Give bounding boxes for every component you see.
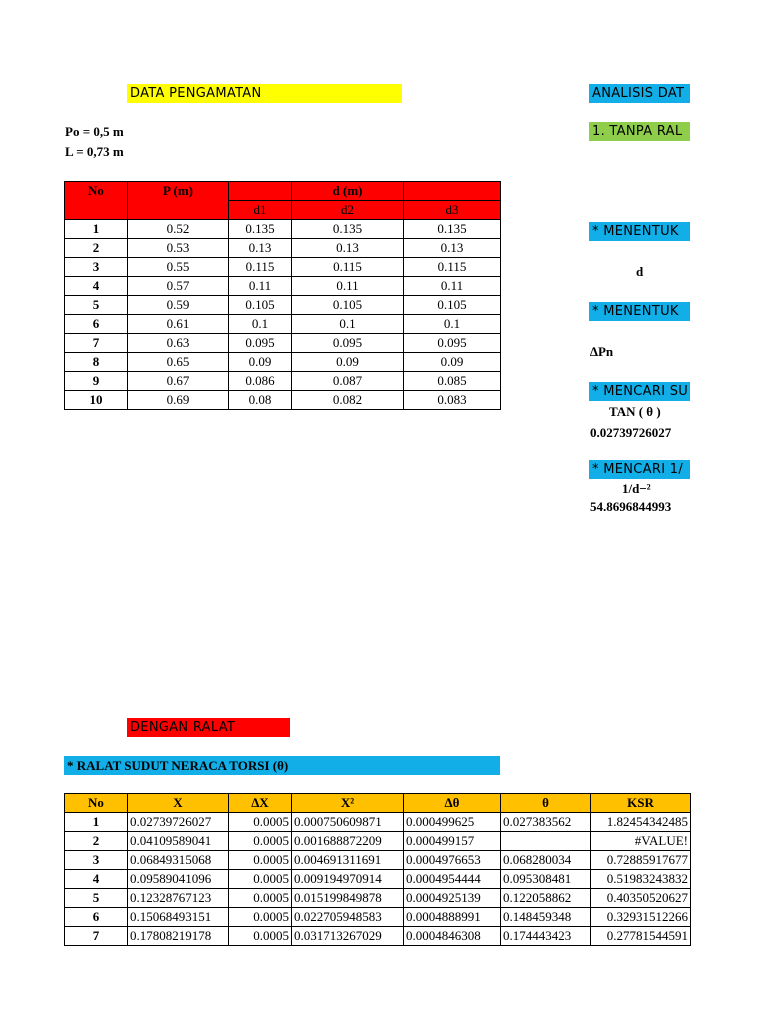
data-pengamatan-header: DATA PENGAMATAN xyxy=(127,84,402,103)
table-cell: 0.068280034 xyxy=(501,851,591,870)
menentukan-header-2: * MENENTUK xyxy=(589,302,690,321)
column-header: ∆θ xyxy=(404,794,501,813)
table-cell: 0.115 xyxy=(404,258,501,277)
table-row xyxy=(65,315,501,334)
table-cell: 0.1 xyxy=(292,315,404,334)
column-header: X² xyxy=(292,794,404,813)
table-cell: 0.0004925139 xyxy=(404,889,501,908)
header-blank-cell xyxy=(229,182,292,201)
inverse-d-value: 54.8696844993 xyxy=(590,499,672,514)
table-row xyxy=(65,296,501,315)
table-row xyxy=(65,220,501,239)
table-cell: 0.11 xyxy=(229,277,292,296)
table-cell: 5 xyxy=(65,296,128,315)
observation-table xyxy=(64,181,501,410)
table-cell xyxy=(501,832,591,851)
table-cell: 0.13 xyxy=(404,239,501,258)
table-cell: 0.135 xyxy=(404,220,501,239)
tan-theta-label: TAN ( θ ) xyxy=(609,404,661,419)
table-cell: 0.000499625 xyxy=(404,813,501,832)
table-cell: 0.02739726027 xyxy=(128,813,229,832)
table-cell: #VALUE! xyxy=(591,832,691,851)
tanpa-ralat-header: 1. TANPA RAL xyxy=(589,122,690,141)
table-cell: 0.0005 xyxy=(229,908,292,927)
table-cell: 0.13 xyxy=(229,239,292,258)
table-cell: 0.1 xyxy=(229,315,292,334)
table-cell: 0.0004846308 xyxy=(404,927,501,946)
table-cell: 0.08 xyxy=(229,391,292,410)
table-cell: 0.135 xyxy=(292,220,404,239)
col-d-header: d (m) xyxy=(292,182,404,201)
table-cell: 0.72885917677 xyxy=(591,851,691,870)
table-cell: 0.001688872209 xyxy=(292,832,404,851)
table-row xyxy=(65,927,691,946)
table-row xyxy=(65,277,501,296)
table-cell: 0.11 xyxy=(292,277,404,296)
table-cell: 2 xyxy=(65,239,128,258)
table-cell: 0.015199849878 xyxy=(292,889,404,908)
inverse-d-label: 1/d−² xyxy=(622,481,651,496)
table-cell: 0.06849315068 xyxy=(128,851,229,870)
table-cell: 1 xyxy=(65,220,128,239)
table-cell: 0.0004888991 xyxy=(404,908,501,927)
table-cell: 0.32931512266 xyxy=(591,908,691,927)
column-header: KSR xyxy=(591,794,691,813)
table-row xyxy=(65,258,501,277)
po-label: Po = 0,5 m xyxy=(65,124,124,139)
menentukan-header-1: * MENENTUK xyxy=(589,222,690,241)
table-cell: 0.09589041096 xyxy=(128,870,229,889)
table-cell: 0.09 xyxy=(229,353,292,372)
analisis-data-header: ANALISIS DAT xyxy=(589,84,690,103)
table-cell: 0.095308481 xyxy=(501,870,591,889)
col-d2-header: d2 xyxy=(292,201,404,220)
table-cell: 0.09 xyxy=(404,353,501,372)
table-cell: 0.115 xyxy=(292,258,404,277)
table-cell: 0.031713267029 xyxy=(292,927,404,946)
table-cell: 0.083 xyxy=(404,391,501,410)
table-cell: 0.004691311691 xyxy=(292,851,404,870)
table-cell: 0.11 xyxy=(404,277,501,296)
table-cell: 2 xyxy=(65,832,128,851)
table-cell: 4 xyxy=(65,870,128,889)
table-cell: 0.09 xyxy=(292,353,404,372)
table-cell: 0.13 xyxy=(292,239,404,258)
delta-pn-label: ∆Pn xyxy=(590,344,614,359)
table-row xyxy=(65,832,691,851)
table-cell: 0.51983243832 xyxy=(591,870,691,889)
table-cell: 0.082 xyxy=(292,391,404,410)
table-cell: 0.12328767123 xyxy=(128,889,229,908)
column-header: X xyxy=(128,794,229,813)
table-row xyxy=(65,851,691,870)
table-cell: 5 xyxy=(65,889,128,908)
table-cell: 0.115 xyxy=(229,258,292,277)
table-cell: 0.1 xyxy=(404,315,501,334)
table-cell: 0.63 xyxy=(128,334,229,353)
table-row xyxy=(65,372,501,391)
table-cell: 0.174443423 xyxy=(501,927,591,946)
table-cell: 0.148459348 xyxy=(501,908,591,927)
table-cell: 0.0004976653 xyxy=(404,851,501,870)
table-cell: 0.53 xyxy=(128,239,229,258)
column-header: θ xyxy=(501,794,591,813)
table-cell: 0.17808219178 xyxy=(128,927,229,946)
header-blank-cell xyxy=(404,182,501,201)
table-cell: 0.000499157 xyxy=(404,832,501,851)
table-cell: 0.027383562 xyxy=(501,813,591,832)
table-cell: 6 xyxy=(65,908,128,927)
table-cell: 1 xyxy=(65,813,128,832)
table-cell: 0.095 xyxy=(404,334,501,353)
table-cell: 0.40350520627 xyxy=(591,889,691,908)
table-cell: 0.15068493151 xyxy=(128,908,229,927)
table-cell: 9 xyxy=(65,372,128,391)
table-cell: 0.105 xyxy=(229,296,292,315)
table-cell: 0.086 xyxy=(229,372,292,391)
col-d3-header: d3 xyxy=(404,201,501,220)
table-cell: 0.67 xyxy=(128,372,229,391)
table-cell: 0.095 xyxy=(229,334,292,353)
table-cell: 0.0005 xyxy=(229,927,292,946)
table-cell: 10 xyxy=(65,391,128,410)
table-cell: 0.105 xyxy=(292,296,404,315)
table-cell: 0.0005 xyxy=(229,813,292,832)
table-cell: 0.122058862 xyxy=(501,889,591,908)
table-row xyxy=(65,889,691,908)
table-cell: 4 xyxy=(65,277,128,296)
table-row xyxy=(65,908,691,927)
table-cell: 7 xyxy=(65,927,128,946)
table-cell: 0.0004954444 xyxy=(404,870,501,889)
table-cell: 0.27781544591 xyxy=(591,927,691,946)
table-cell: 0.65 xyxy=(128,353,229,372)
d-label: d xyxy=(636,264,644,279)
dengan-ralat-header: DENGAN RALAT xyxy=(127,718,290,737)
table-cell: 0.0005 xyxy=(229,851,292,870)
table-row xyxy=(65,239,501,258)
table-cell: 0.57 xyxy=(128,277,229,296)
mencari-inverse-header: * MENCARI 1/ xyxy=(589,460,690,479)
table-cell: 0.085 xyxy=(404,372,501,391)
table-cell: 0.52 xyxy=(128,220,229,239)
col-no-header: No xyxy=(65,182,128,201)
column-header: ∆X xyxy=(229,794,292,813)
column-header: No xyxy=(65,794,128,813)
table-row xyxy=(65,334,501,353)
table-cell: 1.82454342485 xyxy=(591,813,691,832)
table-cell: 0.000750609871 xyxy=(292,813,404,832)
mencari-sudut-header: * MENCARI SU xyxy=(589,382,690,401)
table-row xyxy=(65,813,691,832)
table-cell: 0.69 xyxy=(128,391,229,410)
table-cell: 0.0005 xyxy=(229,870,292,889)
table-row xyxy=(65,870,691,889)
ralat-table xyxy=(64,793,691,946)
table-cell: 0.61 xyxy=(128,315,229,334)
table-cell: 0.009194970914 xyxy=(292,870,404,889)
table-cell: 0.59 xyxy=(128,296,229,315)
table-cell: 0.087 xyxy=(292,372,404,391)
table-cell: 0.022705948583 xyxy=(292,908,404,927)
table-cell: 3 xyxy=(65,258,128,277)
table-cell: 0.55 xyxy=(128,258,229,277)
l-label: L = 0,73 m xyxy=(65,144,124,159)
table-cell: 8 xyxy=(65,353,128,372)
table-cell: 0.0005 xyxy=(229,832,292,851)
table-cell: 7 xyxy=(65,334,128,353)
table-cell: 0.095 xyxy=(292,334,404,353)
ralat-sudut-header: * RALAT SUDUT NERACA TORSI (θ) xyxy=(64,756,500,775)
table-cell: 0.135 xyxy=(229,220,292,239)
table-row xyxy=(65,391,501,410)
table-cell: 0.0005 xyxy=(229,889,292,908)
col-d1-header: d1 xyxy=(229,201,292,220)
table-cell: 6 xyxy=(65,315,128,334)
table-cell: 3 xyxy=(65,851,128,870)
table-row xyxy=(65,353,501,372)
table-cell: 0.105 xyxy=(404,296,501,315)
tan-theta-value: 0.02739726027 xyxy=(590,425,672,440)
table-cell: 0.04109589041 xyxy=(128,832,229,851)
col-p-header: P (m) xyxy=(128,182,229,201)
